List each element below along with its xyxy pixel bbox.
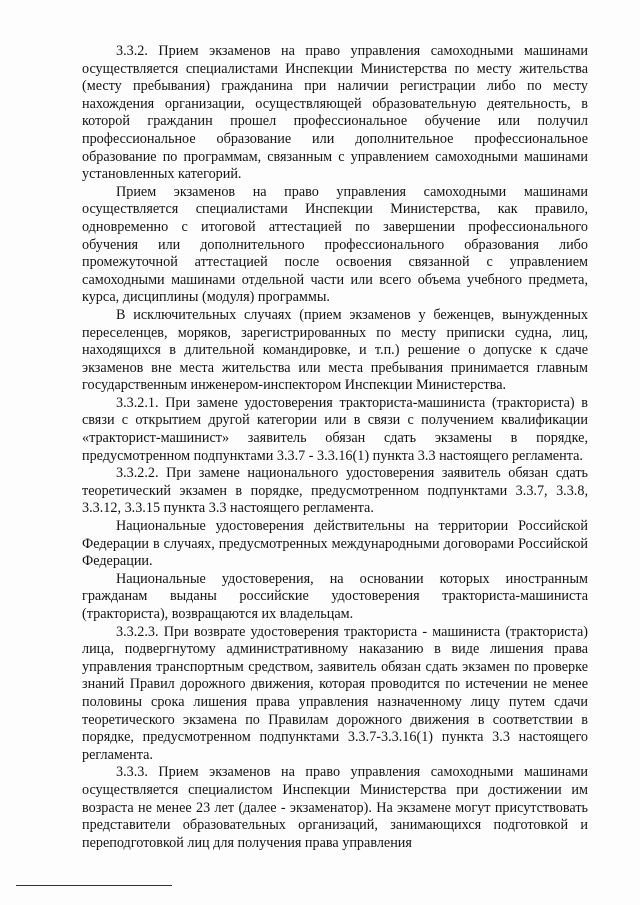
- paragraph-national-licenses-valid: Национальные удостоверения действительны на территории Российской Федерации в случаях, предусмотренных международными договорами Российской Федерации.: [82, 518, 588, 570]
- paragraph-national-licenses-returned: Национальные удостоверения, на основании которых иностранным гражданам выданы российские удостоверения тракториста-машиниста (тракториста), возвращаются их владельцам.: [82, 570, 588, 622]
- document-body: [82, 43, 588, 852]
- paragraph-3-3-2-3: 3.3.2.3. При возврате удостоверения тракториста - машиниста (тракториста) лица, подвергнутому административному наказанию в виде лишения права управления транспортным средством, заявитель обязан сдать экзамен по проверке знаний Правил дорожного движения, которая проводится по истечении не менее половины срока лишения права управления назначенному лицу путем сдачи теоретического экзамена по Правилам дорожного движения в соответствии в порядке, предусмотренном подпунктами 3.3.7-3.3.16(1) пункта 3.3 настоящего регламента.: [82, 623, 588, 763]
- paragraph-exceptional-cases: В исключительных случаях (прием экзаменов у беженцев, вынужденных переселенцев, моряков, зарегистрированных по месту приписки судна, лиц, находящихся в длительной командировке, и т.п.) решение о допуске к сдаче экзаменов вне места жительства или места пребывания принимается главным государственным инженером-инспектором Инспекции Министерства.: [82, 306, 588, 394]
- paragraph-3-3-2-2: 3.3.2.2. При замене национального удостоверения заявитель обязан сдать теоретический экзамен в порядке, предусмотренном подпунктами 3.3.7, 3.3.8, 3.3.12, 3.3.15 пункта 3.3 настоящего регламента.: [82, 465, 588, 517]
- paragraph-3-3-2-1: 3.3.2.1. При замене удостоверения тракториста-машиниста (тракториста) в связи с открытием другой категории или в связи с получением квалификации «тракторист-машинист» заявитель обязан сдать экзамены в порядке, предусмотренном подпунктами 3.3.7 - 3.3.16(1) пункта 3.3 настоящего регламента.: [82, 394, 588, 464]
- footnote-divider: [16, 885, 172, 886]
- paragraph-exam-with-attestation: Прием экзаменов на право управления самоходными машинами осуществляется специалистами Инспекции Министерства, как правило, одновременно с итоговой аттестацией по завершении профессионального обучения или дополнительного профессионального образования либо промежуточной аттестацией после освоения связанной с управлением самоходными машинами отдельной части или всего объема учебного предмета, курса, дисциплины (модуля) программы.: [82, 183, 588, 306]
- paragraph-3-3-2: 3.3.2. Прием экзаменов на право управления самоходными машинами осуществляется специалистами Инспекции Министерства по месту жительства (месту пребывания) гражданина при наличии регистрации либо по месту нахождения организации, осуществляющей образовательную деятельность, в которой гражданин прошел профессиональное обучение или получил профессиональное образование или дополнительное профессиональное образование по программам, связанным с управлением самоходными машинами установленных категорий.: [82, 43, 588, 183]
- paragraph-3-3-3: 3.3.3. Прием экзаменов на право управления самоходными машинами осуществляется специалистом Инспекции Министерства при достижении им возраста не менее 23 лет (далее - экзаменатор). На экзамене могут присутствовать представители образовательных организаций, занимающихся подготовкой и переподготовкой лиц для получения права управления: [82, 764, 588, 851]
